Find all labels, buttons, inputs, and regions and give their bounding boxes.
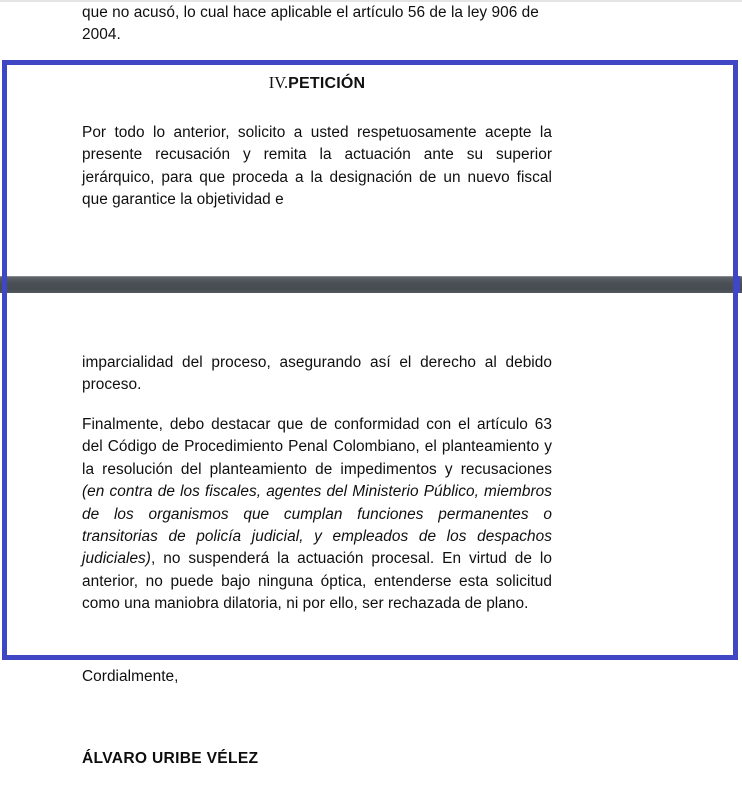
page-break-separator	[0, 276, 742, 293]
signature-name: ÁLVARO URIBE VÉLEZ	[82, 750, 259, 767]
section-numeral: IV.	[268, 73, 289, 92]
page-title: PETICIÓN	[288, 75, 366, 92]
paragraph-imparcialidad: imparcialidad del proceso, asegurando así el derecho al debido proceso.	[82, 354, 552, 394]
section-heading-peticion	[82, 72, 552, 95]
closing-salutation: Cordialmente,	[82, 668, 179, 685]
finalmente-text-tail: , no suspenderá la actuación procesal. En virtud de lo anterior, no puede bajo ninguna óptica, entenderse esta solicitud como una maniobra dilatoria, ni por ello, ser rechazada de plano.	[82, 550, 552, 613]
finalmente-text-lead: Finalmente, debo destacar que de conformidad con el artículo 63 del Código de Procedimiento Penal Colombiano, el planteamiento y la resolución del planteamiento de impedimentos y recusaciones	[82, 416, 552, 478]
paragraph-ley-906: que no acusó, lo cual hace aplicable el artículo 56 de la ley 906 de 2004.	[82, 4, 539, 44]
paragraph-block-imparcialidad	[82, 352, 552, 397]
finalmente-parenthetical-italic: (en contra de los fiscales, agentes del Ministerio Público, miembros de los organismos que cumplan funciones permanentes o transitorias de policía judicial, y empleados de los despachos judiciales)	[82, 483, 552, 568]
paragraph-block-finalmente	[82, 414, 552, 616]
page-tail-text-block	[82, 2, 552, 47]
paragraph-por-todo-lo-anterior: Por todo lo anterior, solicito a usted respetuosamente acepte la presente recusación y remita la actuación ante su superior jerárquico, para que proceda a la designación de un nuevo fiscal que garantice la objetividad e	[82, 124, 552, 209]
highlight-border-left-over-break	[2, 276, 7, 293]
paragraph-block-peticion	[82, 122, 552, 212]
closing-block	[82, 666, 552, 688]
page-break-highlight-edge	[0, 276, 742, 277]
highlight-border-right-over-break	[735, 276, 740, 293]
paragraph-finalmente	[82, 414, 552, 616]
